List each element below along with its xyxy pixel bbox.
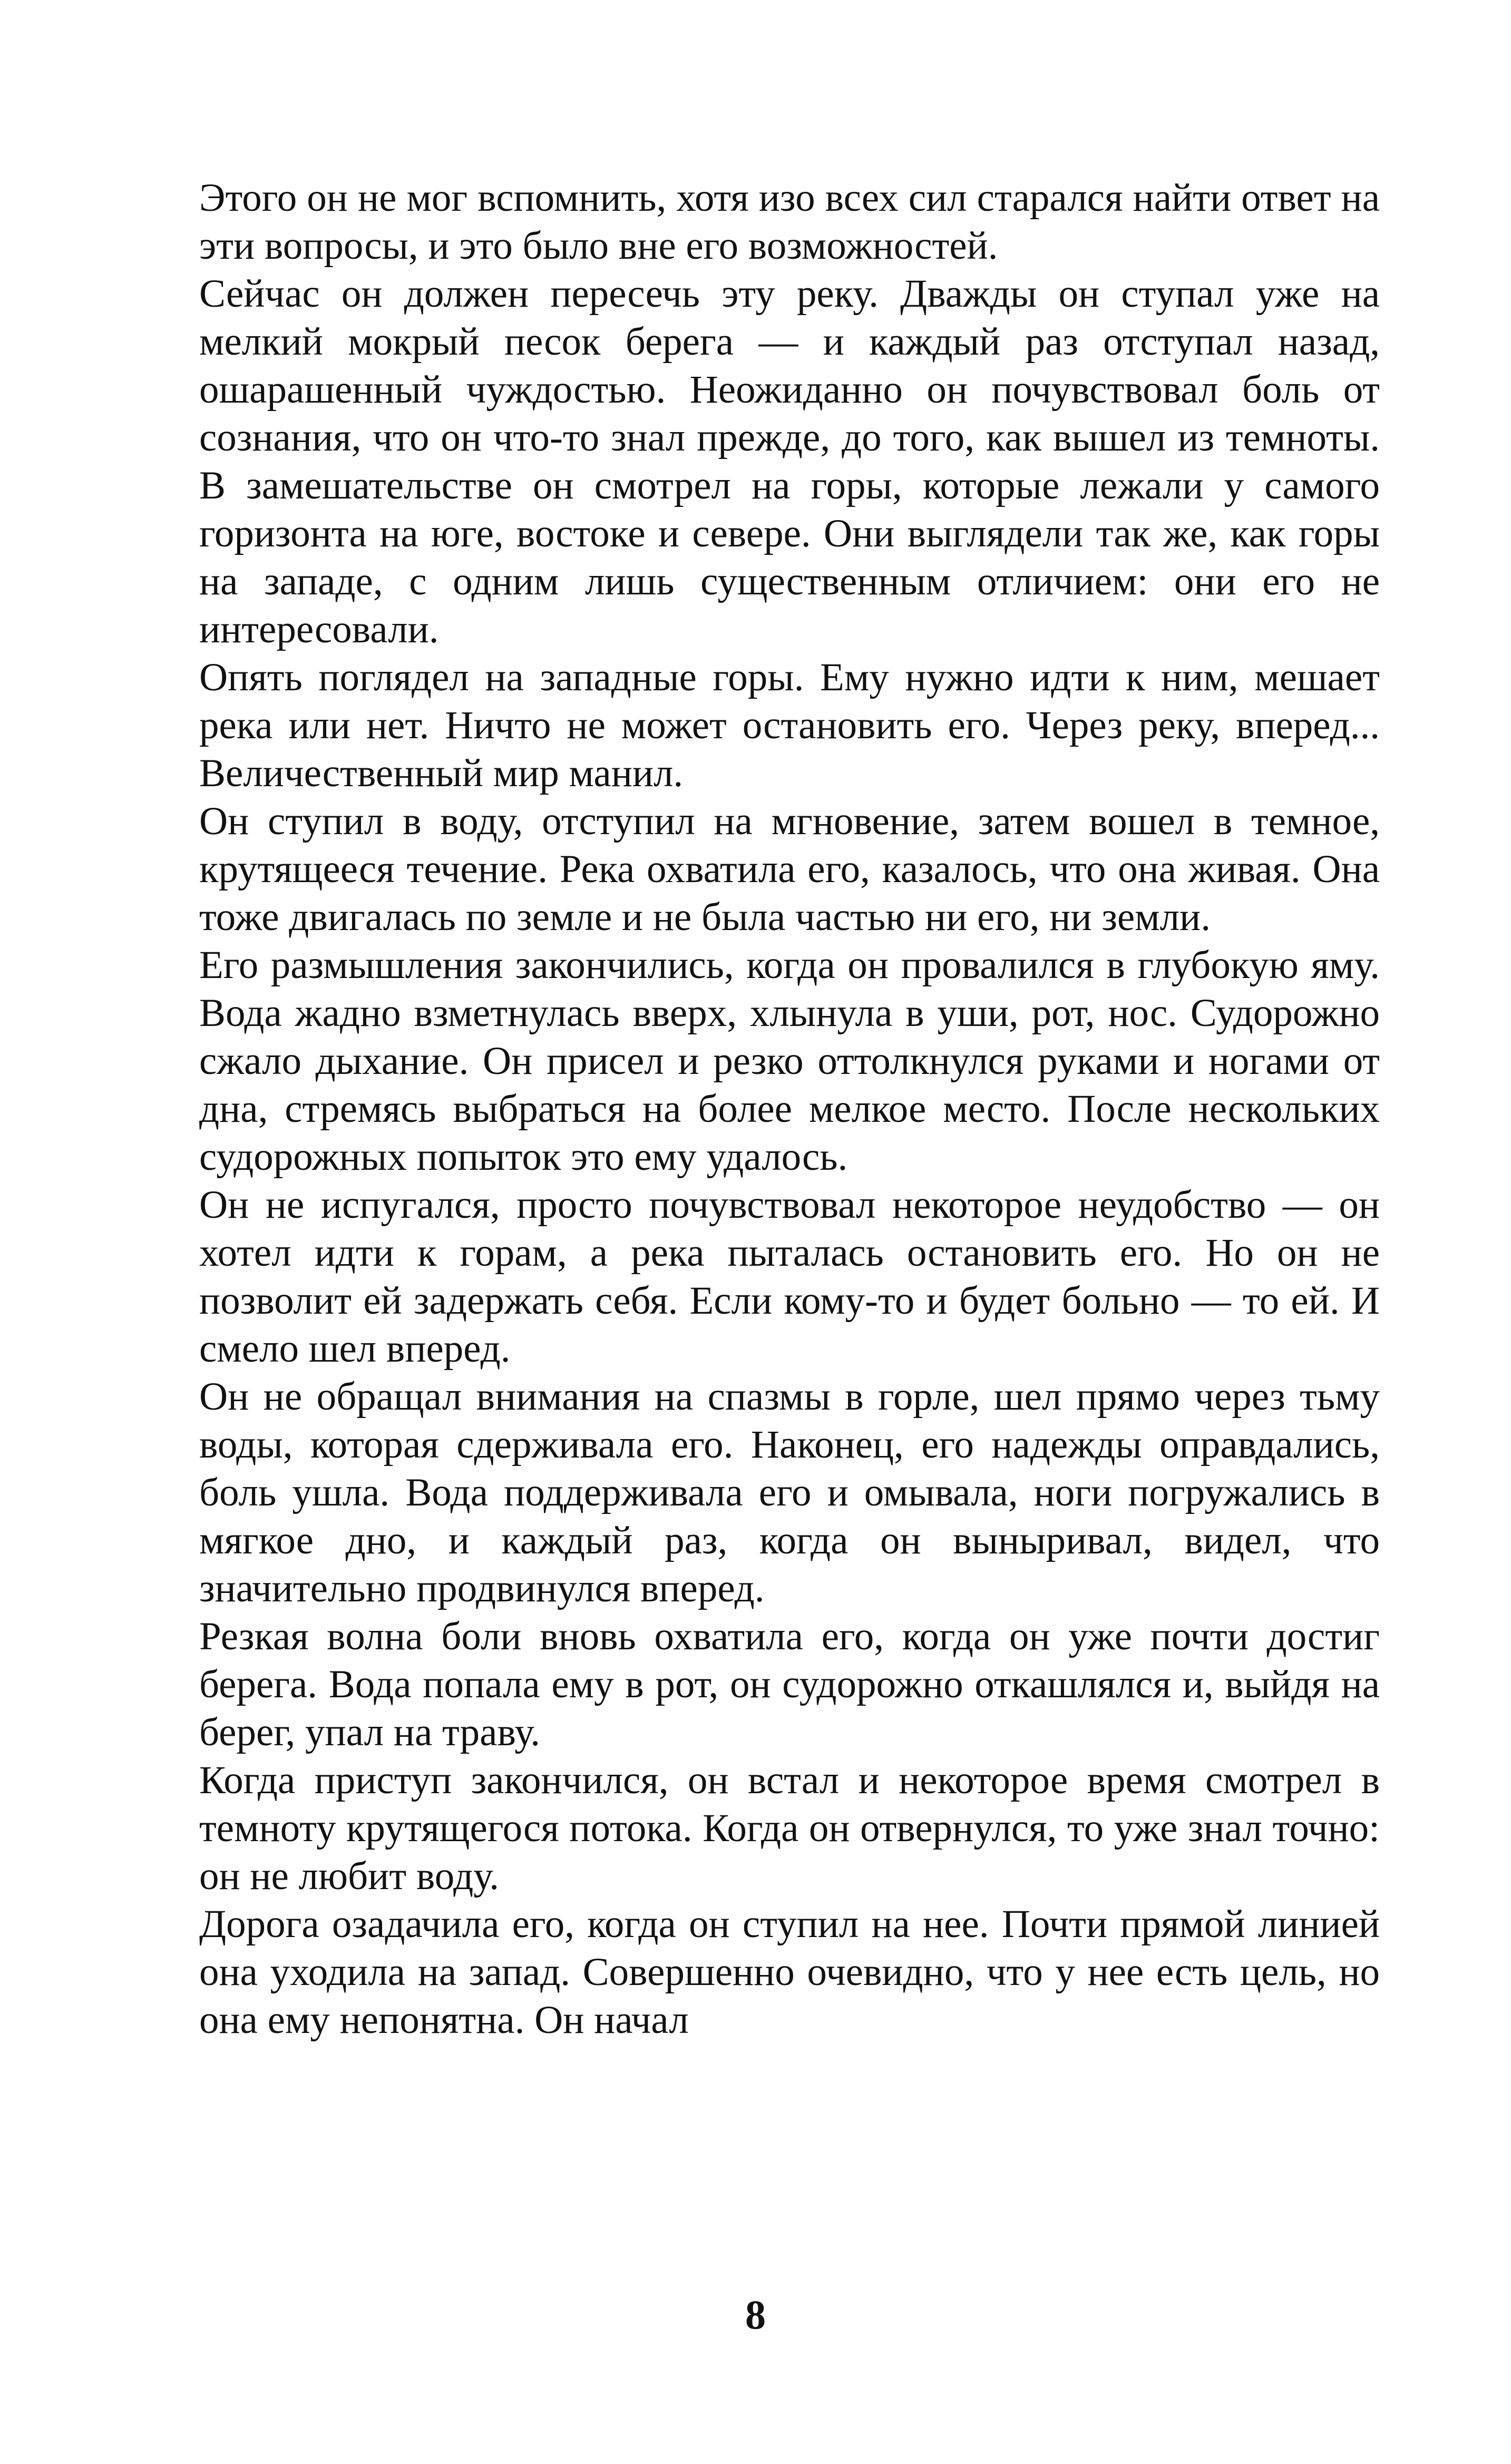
paragraph-5: Его размышления закончились, когда он провалился в глубокую яму. Вода жадно взметнулась вверх, хлынула в уши, рот, нос. Судорожно сжало дыхание. Он присел и резко оттолкнулся руками и ногами от дна, стремясь выбраться на более мелкое место. После нескольких судорожных попыток это ему удалось. [199,943,1380,1179]
paragraph-9: Когда приступ закончился, он встал и некоторое время смотрел в темноту крутящегося потока. Когда он отвернулся, то уже знал точно: он не любит воду. [199,1758,1380,1898]
paragraph-7: Он не обращал внимания на спазмы в горле, шел прямо через тьму воды, которая сдерживала его. Наконец, его надежды оправдались, боль ушла. Вода поддерживала его и омывала, ноги погружались в мягкое дно, и каждый раз, когда он выныривал, видел, что значительно продвинулся вперед. [199,1375,1380,1610]
paragraph-3: Опять поглядел на западные горы. Ему нужно идти к ним, мешает река или нет. Ничто не может остановить его. Через реку, вперед... Величественный мир манил. [199,656,1380,795]
paragraph-8: Резкая волна боли вновь охватила его, когда он уже почти достиг берега. Вода попала ему в рот, он судорожно откашлялся и, выйдя на берег, упал на траву. [199,1615,1380,1754]
paragraph-6: Он не испугался, просто почувствовал некоторое неудобство — он хотел идти к горам, а река пыталась остановить его. Но он не позволит ей задержать себя. Если кому-то и будет больно — то ей. И смело шел вперед. [199,1183,1380,1371]
paragraph-10: Дорога озадачила его, когда он ступил на нее. Почти прямой линией она уходила на запад. Совершенно очевидно, что у нее есть цель, но она ему непонятна. Он начал [199,1902,1380,2042]
paragraph-4: Он ступил в воду, отступил на мгновение, затем вошел в темное, крутящееся течение. Река охватила его, казалось, что она живая. Она тоже двигалась по земле и не была частью ни его, ни земли. [199,799,1380,939]
page-text [199,174,1380,2044]
paragraph-1: Этого он не мог вспомнить, хотя изо всех сил старался найти ответ на эти вопросы, и это было вне его возможностей. [199,176,1380,268]
page-number: 8 [745,2292,766,2338]
paragraph-2: Сейчас он должен пересечь эту реку. Дважды он ступал уже на мелкий мокрый песок берега — и каждый раз отступал назад, ошарашенный чуждостью. Неожиданно он почувствовал боль от сознания, что он что-то знал прежде, до того, как вышел из темноты. В замешательстве он смотрел на горы, которые лежали у самого горизонта на юге, востоке и севере. Они выглядели так же, как горы на западе, с одним лишь существенным отличием: они его не интересовали. [199,272,1380,651]
